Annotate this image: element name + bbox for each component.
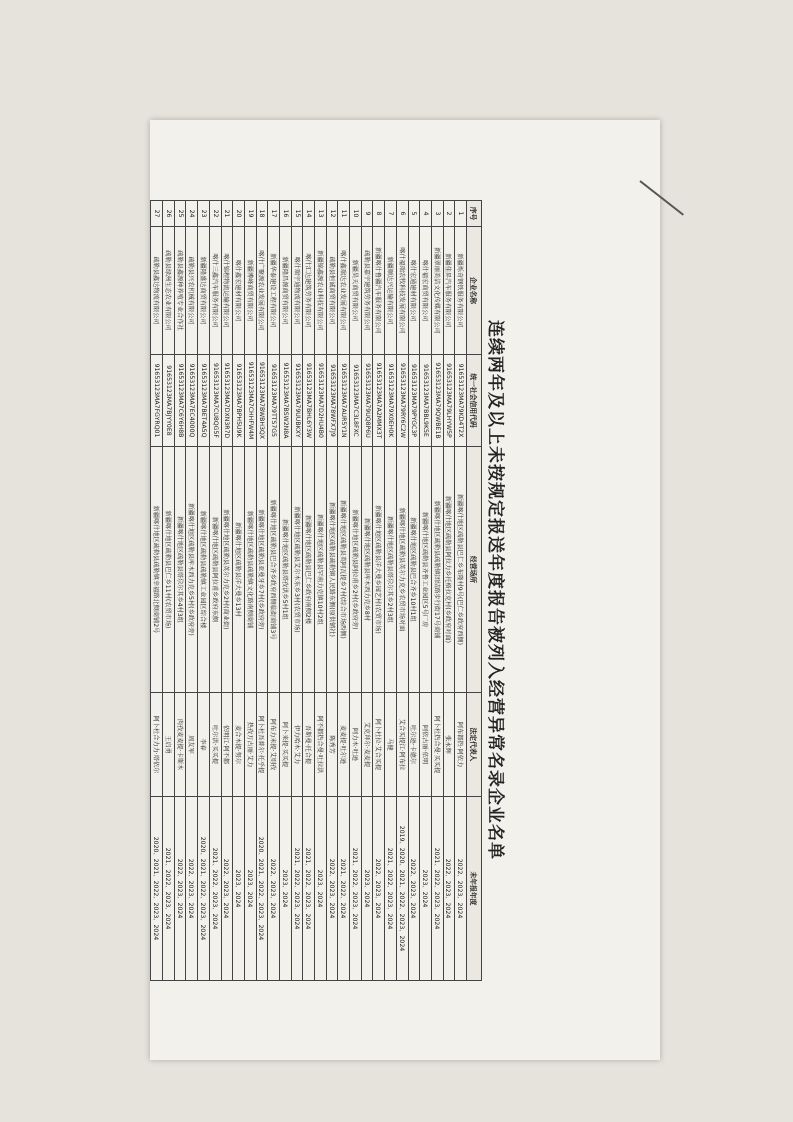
cell-credit-code: 91653123MA7CU8QG5F	[209, 355, 221, 447]
table-row	[326, 201, 338, 981]
cell-serial: 5	[408, 201, 420, 227]
cell-company-name: 喀什三鑫汽车服务有限公司	[209, 227, 221, 355]
cell-legal-rep: 张永辉	[443, 693, 455, 797]
cell-company-name: 喀什宏通建材有限公司	[408, 227, 420, 355]
cell-serial: 15	[291, 201, 303, 227]
table-row	[256, 201, 268, 981]
cell-legal-rep: 马健	[385, 693, 397, 797]
cell-serial: 18	[256, 201, 268, 227]
cell-address: 新疆喀什地区疏勒县阿拉力乡托格拉克村(乡政府对面)	[443, 447, 455, 693]
cell-years: 2021、2022、2023、2024	[163, 797, 175, 981]
cell-legal-rep: 阿依古丽·依明	[420, 693, 432, 797]
cell-address: 新疆喀什地区疏勒县齐鲁工业园区5号厂房	[420, 447, 432, 693]
cell-years: 2022、2023、2024	[174, 797, 186, 981]
cell-credit-code: 91653123MA7CHHFW4M	[244, 355, 256, 447]
cell-legal-rep: 吾斯曼·托合提	[303, 693, 315, 797]
table-row	[280, 201, 292, 981]
cell-years: 2022、2023、2024	[443, 797, 455, 981]
cell-legal-rep: 陈秀芳	[326, 693, 338, 797]
cell-company-name: 疏勒县鑫源种养殖专业合作社	[174, 227, 186, 355]
table-row	[233, 201, 245, 981]
cell-address: 新疆喀什地区疏勒县巴合齐乡10村1组	[408, 447, 420, 693]
cell-legal-rep: 阿力木·吐逊	[350, 693, 362, 797]
cell-serial: 25	[174, 201, 186, 227]
cell-serial: 22	[209, 201, 221, 227]
cell-company-name: 疏勒县鑫达物流有限公司	[151, 227, 163, 355]
cell-years: 2022、2023、2024	[186, 797, 198, 981]
table-row	[408, 201, 420, 981]
cell-years: 2021、2022、2023、2024	[385, 797, 397, 981]
cell-company-name: 喀什鑫瑞达农业发展有限公司	[338, 227, 350, 355]
cell-address: 新疆喀什地区疏勒县英阿瓦提乡7村(综合市场西侧)	[338, 447, 350, 693]
table-row	[431, 201, 443, 981]
cell-serial: 8	[373, 201, 385, 227]
header-address: 经营场所	[467, 447, 482, 693]
table-row	[303, 201, 315, 981]
cell-company-name: 新疆博峰商贸有限公司	[244, 227, 256, 355]
cell-serial: 23	[198, 201, 210, 227]
cell-company-name: 新疆翠丽美洁文化传媒有限公司	[431, 227, 443, 355]
cell-address: 新疆喀什地区疏勒县阿拉甫乡2村(乡政府旁)	[350, 447, 362, 693]
cell-legal-rep: 肉孜麦麦提·卡斯木	[174, 693, 186, 797]
cell-company-name: 新疆喀什鲁疆汽车服务有限公司	[373, 227, 385, 355]
header-serial: 序号	[467, 201, 482, 227]
cell-serial: 11	[338, 201, 350, 227]
cell-legal-rep: 麦麦提·吐尔逊	[338, 693, 350, 797]
document-title: 连续两年及以上未按规定报送年度报告被列入经营异常名录企业名单	[485, 320, 505, 860]
cell-years: 2020、2021、2022、2023、2024	[198, 797, 210, 981]
cell-company-name: 新疆锦鑫源农业科技有限公司	[315, 227, 327, 355]
cell-company-name: 喀什广聚源农业发展有限公司	[256, 227, 268, 355]
cell-address: 新疆喀什地区疏勒县疏勒镇团结路步行街17号商铺	[431, 447, 443, 693]
table-row	[186, 201, 198, 981]
cell-legal-rep: 伊力哈木·艾力	[291, 693, 303, 797]
table-row	[350, 201, 362, 981]
cell-legal-rep: 艾合买提江·阿布拉	[396, 693, 408, 797]
cell-credit-code: 91653123MA79UUBKXY	[291, 355, 303, 447]
cell-address: 新疆喀什地区疏勒县巴仁乡政府南侧2楼	[303, 447, 315, 693]
table-row	[244, 201, 256, 981]
cell-legal-rep: 吐尔逊·卡德尔	[408, 693, 420, 797]
table-row	[209, 201, 221, 981]
cell-years: 2022、2023、2024	[268, 797, 280, 981]
cell-serial: 17	[268, 201, 280, 227]
cell-legal-rep: 阿卜来提·买买提	[280, 693, 292, 797]
cell-address: 新疆喀什地区疏勒县疏勒镇人民路东侧(原供销社)	[326, 447, 338, 693]
cell-serial: 26	[163, 201, 175, 227]
cell-address: 新疆喀什地区疏勒县洋大曼乡13村	[233, 447, 245, 693]
cell-legal-rep: 热孜万古丽·艾力	[244, 693, 256, 797]
cell-address: 新疆喀什地区疏勒县英尔力克乡2村(商业街)	[221, 447, 233, 693]
cell-credit-code: 91653123MA7EC4000Q	[186, 355, 198, 447]
cell-company-name: 喀什汇达建筑劳务有限公司	[303, 227, 315, 355]
cell-address: 新疆喀什地区疏勒县阿拉甫乡政府东侧	[209, 447, 221, 693]
cell-years: 2023、2024	[315, 797, 327, 981]
cell-serial: 16	[280, 201, 292, 227]
cell-serial: 24	[186, 201, 198, 227]
enterprise-table	[150, 200, 482, 981]
cell-years: 2020、2021、2022、2023、2024	[151, 797, 163, 981]
table-row	[338, 201, 350, 981]
cell-address: 新疆喀什地区疏勒县英尔力克乡农贸市场对面	[396, 447, 408, 693]
cell-serial: 21	[221, 201, 233, 227]
cell-company-name: 新疆华泰建设工程有限公司	[268, 227, 280, 355]
cell-company-name: 新疆佳昇汽车服务有限公司	[443, 227, 455, 355]
cell-legal-rep: 阿布力米提·艾则孜	[268, 693, 280, 797]
cell-credit-code: 91653123MA79X0EH0K	[385, 355, 397, 447]
cell-legal-rep: 阿卜杜吾普尔·托乎提	[256, 693, 268, 797]
cell-legal-rep: 阿布都热·阿依力	[455, 693, 467, 797]
table-row	[420, 201, 432, 981]
cell-serial: 9	[361, 201, 373, 227]
cell-credit-code: 91653123MA7C6Y6H8B	[174, 355, 186, 447]
cell-credit-code: 91653123MA7FGYRQ01	[151, 355, 163, 447]
cell-legal-rep: 艾克拜尔·麦麦提	[361, 693, 373, 797]
cell-years: 2021、2022、2023、2024	[303, 797, 315, 981]
header-legal-rep: 法定代表人	[467, 693, 482, 797]
cell-serial: 1	[455, 201, 467, 227]
cell-company-name: 疏勒县兴农机械有限公司	[186, 227, 198, 355]
cell-legal-rep: 阿卜杜热合曼·买买提	[431, 693, 443, 797]
cell-company-name: 喀什锦程物流运输有限公司	[221, 227, 233, 355]
cell-company-name: 新疆隆盛达商贸有限公司	[198, 227, 210, 355]
table-header-row	[467, 201, 482, 981]
cell-legal-rep: 依明江·阿不都	[221, 693, 233, 797]
table-row	[221, 201, 233, 981]
cell-years: 2022、2023、2024	[373, 797, 385, 981]
cell-years: 2019、2020、2021、2022、2023、2024	[396, 797, 408, 981]
cell-company-name: 喀什福宏商贸有限公司	[420, 227, 432, 355]
cell-company-name: 喀什瑞宇通物流有限公司	[291, 227, 303, 355]
cell-address: 新疆喀什地区疏勒县巴仁乡布隆村9号(巴仁乡政府西侧)	[455, 447, 467, 693]
cell-credit-code: 91653123MA7D2HU4B0	[315, 355, 327, 447]
cell-credit-code: 91653123MA7BJYY0E8	[163, 355, 175, 447]
cell-legal-rep: 阿卜杜拉·艾合买提	[373, 693, 385, 797]
cell-credit-code: 91653123MA7A2MMX3T	[373, 355, 385, 447]
cell-address: 新疆喀什地区疏勒县疏勒镇工业园区综合楼	[198, 447, 210, 693]
header-company-name: 企业名称	[467, 227, 482, 355]
cell-company-name: 新疆烁奇钢铁服务有限公司	[455, 227, 467, 355]
cell-address: 新疆喀什地区疏勒县塔孜洪乡5村1组	[280, 447, 292, 693]
table-body	[151, 201, 467, 981]
table-row	[443, 201, 455, 981]
cell-company-name: 疏勒县绿洲生态农业有限公司	[163, 227, 175, 355]
cell-credit-code: 91653123MA7DXN3R7D	[221, 355, 233, 447]
cell-credit-code: 91653123MA7BSW2N8A	[280, 355, 292, 447]
rotated-page	[150, 120, 660, 1060]
cell-years: 2022、2023、2024	[455, 797, 467, 981]
cell-serial: 10	[350, 201, 362, 227]
cell-years: 2020、2021、2022、2023、2024	[256, 797, 268, 981]
cell-years: 2023、2024	[233, 797, 245, 981]
cell-credit-code: 91653123MA7BWBH3QX	[256, 355, 268, 447]
cell-years: 2022、2023、2024	[408, 797, 420, 981]
cell-years: 2021、2022、2023、2024	[209, 797, 221, 981]
cell-address: 新疆喀什地区疏勒县艾尔木东乡3村(农贸市场)	[291, 447, 303, 693]
table-row	[315, 201, 327, 981]
cell-years: 2023、2024	[280, 797, 292, 981]
cell-years: 2023、2024	[361, 797, 373, 981]
cell-years: 2021、2022、2024	[338, 797, 350, 981]
cell-address: 新疆喀什地区疏勒县巴合齐乡政府西侧临街商铺3号	[268, 447, 280, 693]
table-row	[455, 201, 467, 981]
cell-credit-code: 91653123MA7BET4A5Q	[198, 355, 210, 447]
cell-serial: 12	[326, 201, 338, 227]
cell-company-name: 新疆隆昌源商贸有限公司	[280, 227, 292, 355]
cell-serial: 27	[151, 201, 163, 227]
cell-credit-code: 91653123MA79RY6C2W	[396, 355, 408, 447]
cell-years: 2021、2022、2023、2024	[431, 797, 443, 981]
cell-credit-code: 91653123MA79UQ8P6U	[361, 355, 373, 447]
cell-address: 新疆喀什地区疏勒县库木西力克乡5村(乡政府旁)	[186, 447, 198, 693]
table-row	[361, 201, 373, 981]
cell-years: 2021、2022、2023、2024	[291, 797, 303, 981]
cell-serial: 13	[315, 201, 327, 227]
cell-company-name: 新疆昊天商贸有限公司	[350, 227, 362, 355]
cell-years: 2021、2022、2023、2024	[350, 797, 362, 981]
cell-address: 新疆喀什地区疏勒县巴仁乡11村(农贸市场)	[163, 447, 175, 693]
cell-credit-code: 91653123MA79PYGC3P	[408, 355, 420, 447]
cell-legal-rep: 阿不都热合曼·吐拉洪	[315, 693, 327, 797]
table-row	[291, 201, 303, 981]
cell-legal-rep: 李春	[198, 693, 210, 797]
table-row	[385, 201, 397, 981]
cell-legal-rep: 麦合木提·努尔	[233, 693, 245, 797]
cell-credit-code: 91653123MA7C3L8FXC	[350, 355, 362, 447]
cell-company-name: 疏勒县嘉宇建筑劳务有限公司	[361, 227, 373, 355]
cell-years: 2023、2024	[420, 797, 432, 981]
cell-serial: 20	[233, 201, 245, 227]
table-row	[373, 201, 385, 981]
table-row	[198, 201, 210, 981]
table-row	[163, 201, 175, 981]
cell-address: 新疆喀什地区疏勒县亚曼牙乡7村(乡政府旁)	[256, 447, 268, 693]
header-years: 未年报年度	[467, 797, 482, 981]
cell-years: 2023、2024	[244, 797, 256, 981]
cell-address: 新疆喀什地区疏勒县罕南力克镇10村2组	[315, 447, 327, 693]
table-row	[396, 201, 408, 981]
cell-years: 2022、2023、2024	[326, 797, 338, 981]
cell-credit-code: 91653123MA78WFX7J9	[326, 355, 338, 447]
cell-credit-code: 91653123MA7BBL9K5E	[420, 355, 432, 447]
cell-serial: 4	[420, 201, 432, 227]
cell-legal-rep: 吐尔洪·买买提	[209, 693, 221, 797]
cell-serial: 2	[443, 201, 455, 227]
cell-address: 新疆喀什地区疏勒县库木西力克乡8村	[361, 447, 373, 693]
cell-company-name: 喀什福瑞农牧科技发展有限公司	[396, 227, 408, 355]
cell-company-name: 疏勒县恒诚商贸有限公司	[326, 227, 338, 355]
cell-credit-code: 91653123MA7BHL6Y3W	[303, 355, 315, 447]
cell-serial: 19	[244, 201, 256, 227]
cell-serial: 6	[396, 201, 408, 227]
cell-company-name: 喀什鑫宏建材有限公司	[233, 227, 245, 355]
cell-serial: 14	[303, 201, 315, 227]
cell-serial: 3	[431, 201, 443, 227]
cell-legal-rep: 周友军	[186, 693, 198, 797]
cell-serial: 7	[385, 201, 397, 227]
cell-legal-rep: 阿卜杜合力力·塔依尔	[151, 693, 163, 797]
cell-years: 2022、2023、2024	[221, 797, 233, 981]
cell-credit-code: 91653123MA7BPH5U9K	[233, 355, 245, 447]
cell-company-name: 新疆顺达兴运输有限公司	[385, 227, 397, 355]
table-row	[268, 201, 280, 981]
cell-credit-code: 91653123MA79KD4T2X	[455, 355, 467, 447]
header-credit-code: 统一社会信用代码	[467, 355, 482, 447]
table-row	[174, 201, 186, 981]
cell-legal-rep: 王启勇	[163, 693, 175, 797]
cell-address: 新疆喀什地区疏勒县疏勒镇文化路南侧商铺	[244, 447, 256, 693]
cell-credit-code: 91653123MA79QWBE1B	[431, 355, 443, 447]
cell-credit-code: 91653123MA7AUR5Y1N	[338, 355, 350, 447]
cell-address: 新疆喀什地区疏勒县塔尕尔其乡2村3组	[385, 447, 397, 693]
cell-address: 新疆喀什地区疏勒县塔尕尔其乡4村3组	[174, 447, 186, 693]
table-row	[151, 201, 163, 981]
cell-credit-code: 91653123MA79LHYW5P	[443, 355, 455, 447]
cell-address: 新疆喀什地区疏勒县洋大曼乡园艺村(农贸市场)	[373, 447, 385, 693]
cell-address: 新疆喀什地区疏勒县疏勒镇幸福路北侧商铺2号	[151, 447, 163, 693]
cell-credit-code: 91653123MA79TTS7G5	[268, 355, 280, 447]
